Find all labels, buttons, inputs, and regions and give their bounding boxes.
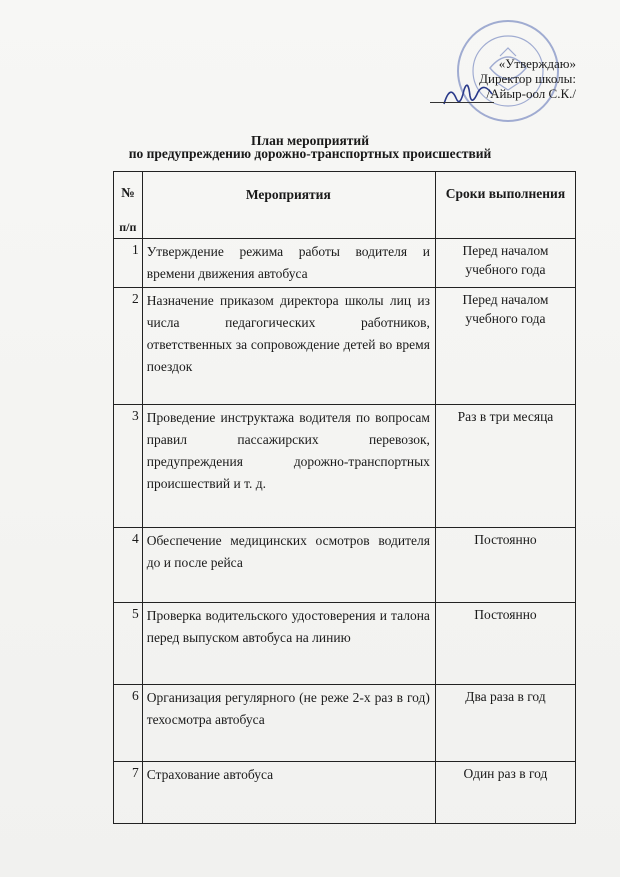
table-row — [114, 603, 576, 685]
signature-line — [430, 102, 494, 103]
row-deadline: Раз в три месяца — [435, 405, 575, 528]
approval-line-2: Директор школы: — [479, 71, 576, 86]
row-event: Проведение инструктажа водителя по вопросам правил пассажирских перевозок, предупреждения дорожно-транспортных происшествий и т. д. — [142, 405, 435, 528]
table-row — [114, 405, 576, 528]
header-deadline: Сроки выполнения — [435, 172, 575, 239]
table-row — [114, 762, 576, 824]
row-event: Организация регулярного (не реже 2-х раз в год) техосмотра автобуса — [142, 685, 435, 762]
table-row — [114, 685, 576, 762]
row-number: 1 — [114, 239, 143, 288]
row-deadline: Один раз в год — [435, 762, 575, 824]
doc-title: План мероприятий — [251, 133, 369, 148]
table-row — [114, 239, 576, 288]
row-deadline: Два раза в год — [435, 685, 575, 762]
row-number: 3 — [114, 405, 143, 528]
table-row — [114, 528, 576, 603]
row-event: Страхование автобуса — [142, 762, 435, 824]
row-event: Обеспечение медицинских осмотров водителя до и после рейса — [142, 528, 435, 603]
header-number-pp: п/п — [119, 220, 137, 234]
row-number: 6 — [114, 685, 143, 762]
doc-subtitle: по предупреждению дорожно-транспортных происшествий — [128, 146, 492, 161]
row-deadline: Перед началом учебного года — [435, 239, 575, 288]
row-number: 5 — [114, 603, 143, 685]
header-number-sign: № — [121, 185, 135, 200]
row-deadline: Перед началом учебного года — [435, 288, 575, 405]
approval-block — [479, 56, 576, 101]
row-number: 2 — [114, 288, 143, 405]
row-number: 4 — [114, 528, 143, 603]
approval-line-3: /Айыр-оол С.К./ — [486, 86, 576, 101]
row-event: Проверка водительского удостоверения и талона перед выпуском автобуса на линию — [142, 603, 435, 685]
row-deadline: Постоянно — [435, 603, 575, 685]
row-event: Утверждение режима работы водителя и времени движения автобуса — [142, 239, 435, 288]
table-row — [114, 288, 576, 405]
header-number — [114, 172, 143, 239]
row-number: 7 — [114, 762, 143, 824]
approval-line-1: «Утверждаю» — [498, 56, 576, 71]
row-deadline: Постоянно — [435, 528, 575, 603]
header-event: Мероприятия — [142, 172, 435, 239]
table-header-row — [114, 172, 576, 239]
events-table — [113, 171, 576, 824]
row-event: Назначение приказом директора школы лиц из числа педагогических работников, ответственных за сопровождение детей во время поездок — [142, 288, 435, 405]
